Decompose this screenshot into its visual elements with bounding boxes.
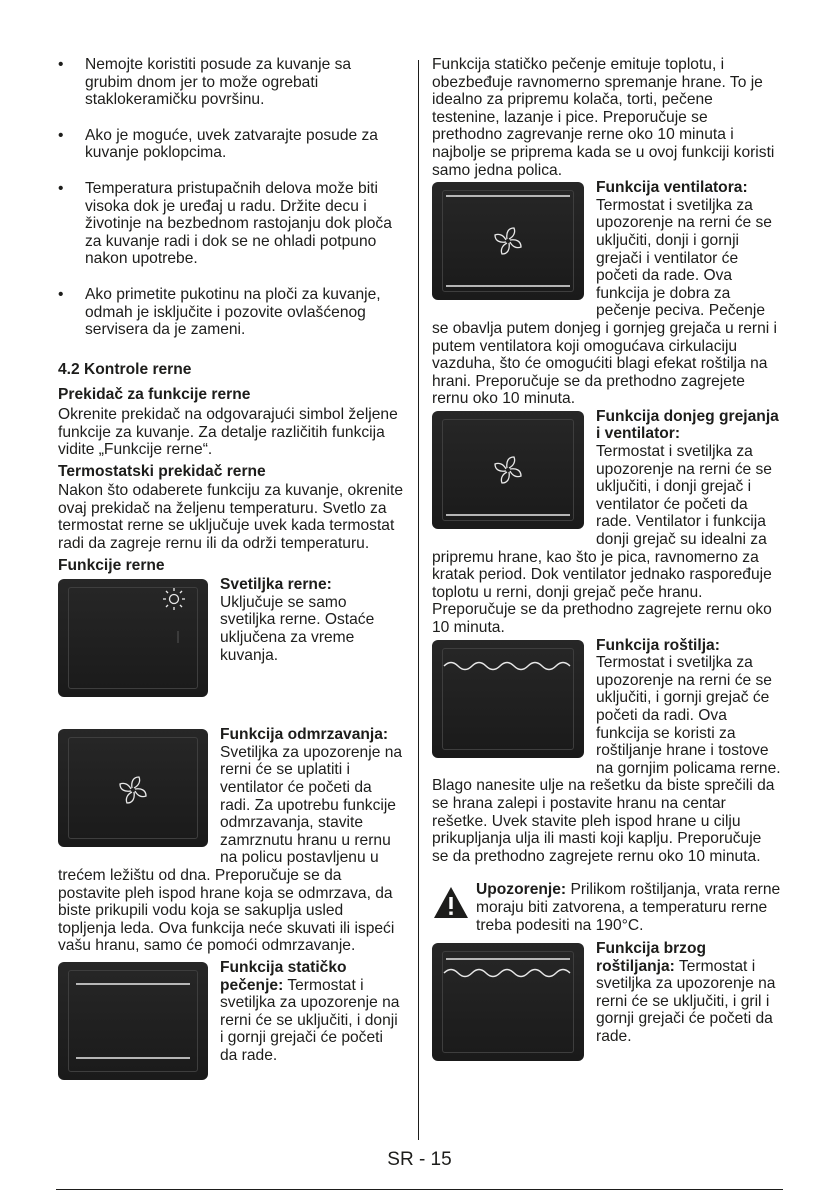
function-text: Termostat i svetiljka za upozorenje na rerni će se uključiti, i gril i gornji grejači će početi da rade. (596, 957, 776, 1046)
subsection-title: Funkcije rerne (58, 556, 165, 574)
fan-panel (432, 182, 584, 300)
list-item-text: Ako primetite pukotinu na ploči za kuvanje, odmah je isključite i pozovite ovlašćenog servisera da je zameni. (85, 285, 381, 339)
lamp-panel (58, 579, 208, 697)
warning-title: Upozorenje: (476, 881, 567, 899)
function-static-bake (58, 959, 403, 1084)
warning-icon (432, 885, 470, 921)
fast-grill-icon (432, 943, 584, 1061)
static-bake-panel (58, 962, 208, 1080)
right-column (432, 56, 782, 1065)
function-fast-grill (432, 940, 782, 1065)
fan-icon (58, 729, 208, 847)
defrost-panel (58, 729, 208, 847)
function-grill (432, 637, 782, 866)
function-text: Termostat i svetiljka za upozorenje na rerni će se uključiti, i donji grejač i ventilator će početi da rade. Ventilator i funkcija donji grejač su idealni za pripremu hrane, kao što je pica, ravnomerno za kratak period. Dok ventilator jednako raspoređuje toplotu u rerni, donji grejač peče hranu. Preporučuje se da prethodno zagrejete rernu oko 10 minuta. (432, 443, 772, 636)
function-fan (432, 179, 782, 408)
function-title: Funkcija brzog roštiljanja: (596, 940, 707, 975)
grill-icon (432, 640, 584, 758)
paragraph: Funkcija statičko pečenje emituje toplotu, i obezbeđuje ravnomerno spremanje hrane. To je idealno za pripremu kolača, torti, pečene testenine, lazanje i pice. Preporučuje se prethodno zagrevanje rerne oko 10 minuta i najbolje se priprema kada se u ovoj funkciji koristi samo jedna polica. (432, 56, 775, 179)
paragraph: Okrenite prekidač na odgovarajući simbol željene funkcije za kuvanje. Za detalje različitih funkcija vidite „Funkcije rerne“. (58, 405, 398, 459)
lamp-icon (58, 579, 208, 697)
list-item: • Nemojte koristiti posude za kuvanje sa grubim dnom jer to može ogrebati staklokeramičku površinu. (58, 56, 352, 109)
function-bottom-fan (432, 408, 782, 637)
function-lamp (58, 576, 403, 726)
function-title: Svetiljka rerne: (220, 576, 332, 594)
function-title: Funkcija roštilja: (596, 636, 720, 654)
function-text: Termostat i svetiljka za upozorenje na rerni će se uključiti, i donji i gornji grejači će početi da rade. (220, 976, 400, 1064)
column-divider (418, 60, 419, 1140)
footer-rule (56, 1189, 783, 1190)
function-title: Funkcija donjeg grejanja i ventilator: (596, 407, 779, 443)
function-defrost (58, 726, 403, 955)
warning-box (432, 881, 782, 934)
function-title: Funkcija ventilatora: (596, 179, 748, 197)
bottom-fan-panel (432, 411, 584, 529)
grill-panel (432, 640, 584, 758)
warning-text: Prilikom roštiljanja, vrata rerne moraju biti zatvorena, a temperaturu rerne treba podesiti na 190°C. (476, 881, 781, 934)
section-title: 4.2 Kontrole rerne (58, 360, 192, 378)
list-item-text: Temperatura pristupačnih delova može biti visoka dok je uređaj u radu. Držite decu i životinje na bezbednom rastojanju dok ploča za kuvanje radi i dok se ne ohladi potpuno nakon upotrebe. (85, 179, 392, 268)
list-item: • Ako primetite pukotinu na ploči za kuvanje, odmah je isključite i pozovite ovlašćenog servisera da je zameni. (58, 285, 381, 339)
function-title: Funkcija odmrzavanja: (220, 726, 389, 744)
list-item-text: Nemojte koristiti posude za kuvanje sa grubim dnom jer to može ogrebati staklokeramičku površinu. (85, 56, 352, 109)
subsection-title: Prekidač za funkcije rerne (58, 386, 251, 404)
function-text: Termostat i svetiljka za upozorenje na rerni će se uključiti, donji i gornji grejači i ventilator će početi da rade. Ova funkcija je dobra za pečenje peciva. Pečenje se obavlja putem donjeg i gornjeg grejača u rerni i putem ventilatora koji omogućava cirkulaciju vazduha, što će omogućiti blagi efekat roštilja na hrani. Preporučuje se da prethodno zagrejete rernu oko 10 minuta. (432, 196, 778, 408)
function-text: Svetiljka za upozorenje na rerni će se uplatiti i ventilator će početi da radi. Za upotrebu funkcije odmrzavanja, stavite zamrznutu hranu u rernu na policu postavljenu u trećem ležištu od dna. Preporučuje se da postavite pleh ispod hrane koja se odmrzava, da biste prikupili vodu koja se sakuplja usled topljenja leda. Ova funkcija neće skuvati ili ispeći vašu hranu, samo će pomoći odmrzavanje. (58, 743, 403, 955)
fast-grill-panel (432, 943, 584, 1061)
list-item: • Temperatura pristupačnih delova može biti visoka dok je uređaj u radu. Držite decu i životinje na bezbednom rastojanju dok ploča za kuvanje radi i dok se ne ohladi potpuno nakon upotrebe. (58, 179, 392, 268)
function-text: Uključuje se samo svetiljka rerne. Ostaće uključena za vreme kuvanja. (220, 593, 375, 664)
subsection-title: Termostatski prekidač rerne (58, 462, 266, 480)
top-bottom-heater-icon (58, 962, 208, 1080)
function-title: Funkcija statičko pečenje: (220, 958, 347, 994)
function-text: Termostat i svetiljka za upozorenje na rerni će se uključiti, i gornji grejač će početi da radi. Ova funkcija se koristi za roštiljanje hrane i tostove na gornjim policama rerne. Blago nanesite ulje na rešetku da biste sprečili da se hrana zalepi i postavite hranu na centar rešetke. Uvek stavite pleh ispod hrane u cilju prikupljanja ulja ili masti koji kaplju. Preporučuje se da prethodno zagrejete rernu oko 10 minuta. (432, 654, 781, 865)
list-item: • Ako je moguće, uvek zatvarajte posude za kuvanje poklopcima. (58, 126, 378, 162)
fan-bottom-heater-icon (432, 411, 584, 529)
page-number: SR - 15 (387, 1149, 452, 1170)
fan-heaters-icon (432, 182, 584, 300)
left-column (58, 56, 403, 1084)
list-item-text: Ako je moguće, uvek zatvarajte posude za kuvanje poklopcima. (85, 126, 378, 162)
paragraph: Nakon što odaberete funkciju za kuvanje, okrenite ovaj prekidač na željenu temperaturu. Svetlo za termostat rerne se uključuje uvek kada termostat radi da zagreje rernu ili da održi temperaturu. (58, 482, 404, 553)
